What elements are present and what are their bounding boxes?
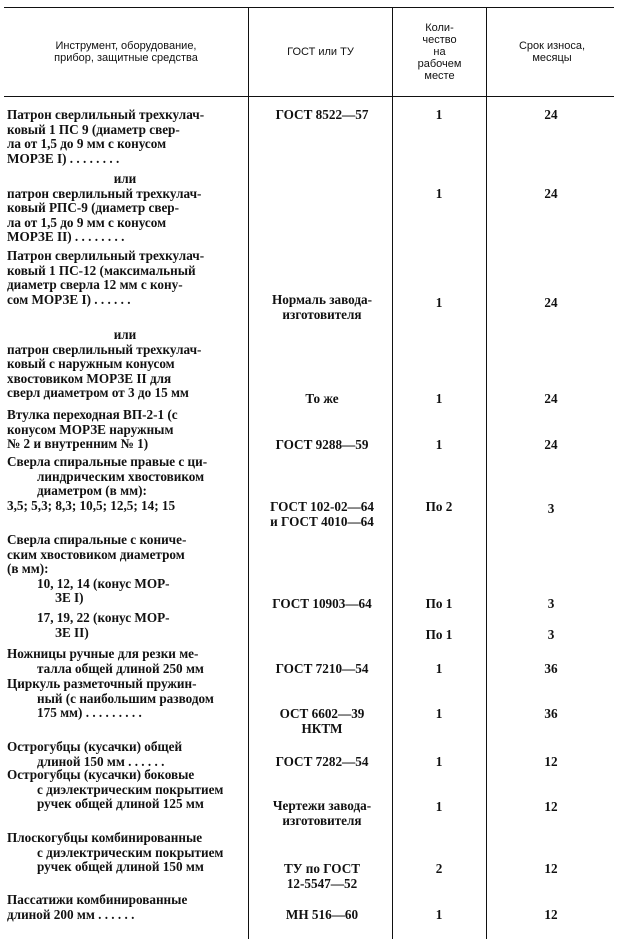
wear-term-cell: 36	[544, 661, 558, 676]
wear-term-cell: 12	[544, 907, 558, 922]
header-tool-column: Инструмент, оборудование, прибор, защитные средства	[54, 40, 198, 64]
quantity-cell: 1	[435, 295, 443, 310]
quantity-cell: 1	[435, 661, 443, 676]
header-bottom-rule	[4, 96, 614, 97]
item-description: Ножницы ручные для резки ме- талла общей длиной 250 мм	[7, 647, 204, 676]
item-description: Циркуль разметочный пружин- ный (с наибольшим разводом 175 мм) . . . . . . . . .	[7, 677, 214, 721]
wear-term-cell: 24	[544, 295, 558, 310]
quantity-cell: 1	[435, 907, 443, 922]
wear-term-cell: 36	[544, 706, 558, 721]
quantity-cell: 1	[435, 186, 443, 201]
wear-term-cell: 12	[544, 754, 558, 769]
item-description: Патрон сверлильный трехкулач- ковый 1 ПС-12 (максимальный диаметр сверла 12 мм с кону- сом МОРЗЕ I) . . . . . .	[7, 249, 205, 307]
gost-cell: ГОСТ 8522—57	[275, 107, 369, 122]
item-description: 17, 19, 22 (конус МОР- ЗЕ II)	[37, 611, 170, 640]
quantity-cell: 1	[435, 754, 443, 769]
gost-cell: Нормаль завода- изготовителя	[271, 292, 373, 322]
quantity-cell: 1	[435, 706, 443, 721]
wear-term-cell: 24	[544, 391, 558, 406]
item-description: Втулка переходная ВП-2-1 (с конусом МОРЗЕ наружным № 2 и внутренним № 1)	[7, 408, 178, 452]
item-description: или патрон сверлильный трехкулач- ковый с наружным конусом хвостовиком МОРЗЕ II для сверл диаметром от 3 до 15 мм	[7, 328, 202, 401]
gost-cell: ГОСТ 10903—64	[272, 596, 372, 611]
wear-term-cell: 3	[547, 627, 555, 642]
item-description: Плоскогубцы комбинированные с диэлектрическим покрытием ручек общей длиной 150 мм	[7, 831, 224, 875]
gost-cell: ГОСТ 7282—54	[275, 754, 369, 769]
item-description: Патрон сверлильный трехкулач- ковый 1 ПС 9 (диаметр свер- ла от 1,5 до 9 мм с конусом МОРЗЕ I) . . . . . . . .	[7, 108, 205, 166]
wear-term-cell: 12	[544, 861, 558, 876]
gost-cell: ОСТ 6602—39 НКТМ	[279, 706, 365, 736]
quantity-cell: По 1	[425, 627, 453, 642]
gost-cell: МН 516—60	[285, 907, 359, 922]
column-divider	[392, 8, 393, 939]
quantity-cell: 1	[435, 107, 443, 122]
header-quantity-column: Коли- чество на рабочем месте	[417, 22, 462, 82]
gost-cell: То же	[305, 391, 339, 406]
quantity-cell: По 1	[425, 596, 453, 611]
wear-term-cell: 24	[544, 107, 558, 122]
gost-cell: ТУ по ГОСТ 12-5547—52	[283, 861, 361, 891]
quantity-cell: 1	[435, 437, 443, 452]
table-top-rule	[4, 7, 614, 8]
quantity-cell: 1	[435, 799, 443, 814]
wear-term-cell: 24	[544, 437, 558, 452]
wear-term-cell: 24	[544, 186, 558, 201]
gost-cell: ГОСТ 7210—54	[275, 661, 369, 676]
item-description: Сверла спиральные правые с ци- линдрическим хвостовиком диаметром (в мм): 3,5; 5,3; 8,3; 10,5; 12,5; 14; 15	[7, 455, 208, 513]
item-description: Острогубцы (кусачки) общей длиной 150 мм . . . . . .	[7, 740, 183, 769]
item-description: Пассатижи комбинированные длиной 200 мм . . . . . .	[7, 893, 188, 922]
item-description: Сверла спиральные с кониче- ским хвостовиком диаметром (в мм): 10, 12, 14 (конус МОР- ЗЕ I)	[7, 533, 187, 606]
wear-term-cell: 3	[547, 501, 555, 516]
header-wear-term-column: Срок износа, месяцы	[518, 40, 586, 64]
column-divider	[248, 8, 249, 939]
quantity-cell: 1	[435, 391, 443, 406]
gost-cell: ГОСТ 9288—59	[275, 437, 369, 452]
quantity-cell: 2	[435, 861, 443, 876]
item-description: Острогубцы (кусачки) боковые с диэлектрическим покрытием ручек общей длиной 125 мм	[7, 768, 224, 812]
gost-cell: Чертежи завода- изготовителя	[272, 798, 372, 828]
item-description: или патрон сверлильный трехкулач- ковый РПС-9 (диаметр свер- ла от 1,5 до 9 мм с конусом МОРЗЕ II) . . . . . . . .	[7, 172, 202, 245]
wear-term-cell: 12	[544, 799, 558, 814]
quantity-cell: По 2	[425, 499, 453, 514]
header-gost-column: ГОСТ или ТУ	[287, 46, 354, 58]
gost-cell: ГОСТ 102-02—64 и ГОСТ 4010—64	[270, 499, 374, 529]
wear-term-cell: 3	[547, 596, 555, 611]
